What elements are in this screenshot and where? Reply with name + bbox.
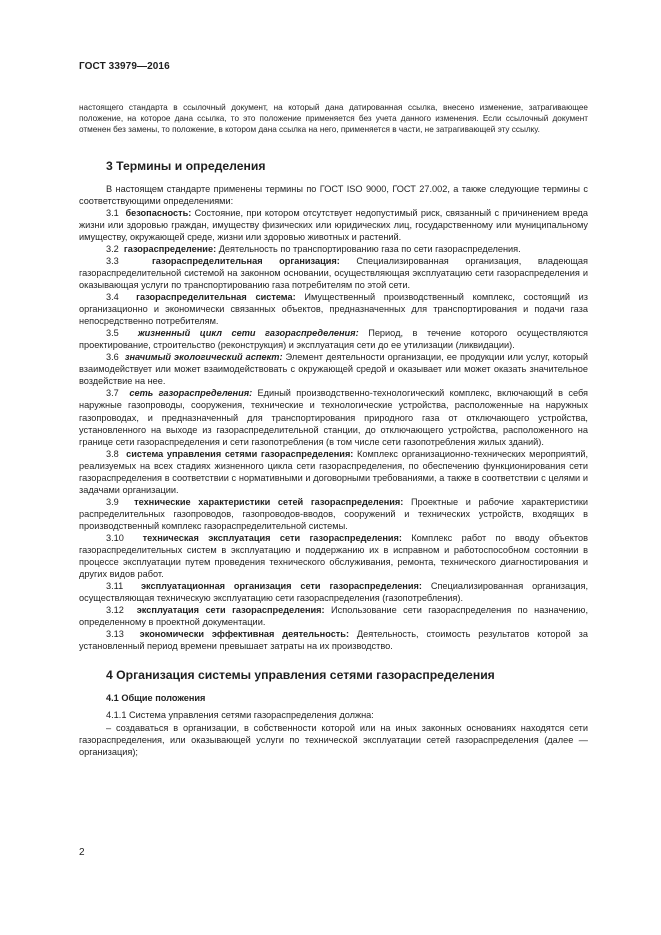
term-3-2: 3.2 газораспределение: Деятельность по транспортированию газа по сети газораспределения. xyxy=(106,243,521,254)
term-name: газораспределительная организация: xyxy=(151,255,340,266)
term-3-1: 3.1 безопасность: Состояние, при котором отсутствует недопустимый риск, связанный с причинением вреда жизни или здоровью граждан, имуществу физических или юридических лиц, государственному или муниципальному имуществу, окружающей среде, жизни или здоровью животных и растений. xyxy=(79,207,588,242)
term-name: жизненный цикл сети газораспределения: xyxy=(137,328,359,339)
term-3-5: 3.5 жизненный цикл сети газораспределения: Период, в течение которого осуществляются проектирование, строительство (реконструкция) и эксплуатация сети до ее утилизации (ликвидации). xyxy=(79,328,589,351)
term-definition: Деятельность, стоимость результатов которой за установленный период времени превышает затраты на их производство. xyxy=(79,629,588,652)
term-definition: Единый производственно-технологический комплекс, включающий в себя наружные газопроводы, сооружения, технические и технологические устройства, расположенные на наружных газопроводах, и предназначенный для транспортирования природного газа от отключающего устройства, установленного на выходе из газораспределительной станции, до отключающего устройства, расположенного на границе сети газораспределения и сети газопотребления (в том числе сети газопотребления жилых зданий). xyxy=(79,388,588,447)
term-3-13: 3.13 экономически эффективная деятельность: Деятельность, стоимость результатов которой за установленный период времени превышает затраты на их производство. xyxy=(79,629,588,652)
term-definition: Специализированная организация, владеющая газораспределительной системой на законном основании, осуществляющая эксплуатацию сети газораспределения и оказывающая услуги по транспортированию газа потребителям по этой сети. xyxy=(79,255,588,290)
term-3-6: 3.6 значимый экологический аспект: Элемент деятельности организации, ее продукции или услуг, который взаимодействует или может взаимодействовать с окружающей средой и оказывает или может оказать значительное воздействие на нее. xyxy=(79,352,589,387)
intro-paragraph: настоящего стандарта в ссылочный документ, на который дана датированная ссылка, внесено изменение, затрагивающее положение, на которое дана ссылка, то это положение применяется без учета данного изменения. Если ссылочный документ отменен без замены, то положение, в котором дана ссылка на него, применяется в части, не затрагивающей эту ссылку. xyxy=(79,103,588,135)
term-definition: Использование сети газораспределения по назначению, определенному в проектной документации. xyxy=(79,605,589,628)
section-4-title: 4 Организация системы управления сетями газораспределения xyxy=(106,668,495,683)
term-name: система управления сетями газораспределения: xyxy=(126,448,354,459)
clause-4-1-1: 4.1.1 Система управления сетями газораспределения должна: xyxy=(106,710,374,721)
term-definition: Проектные и рабочие характеристики распределительных газопроводов, газопроводов-вводов, сооружений и технических устройств, входящих в производственный комплекс газораспределительной системы. xyxy=(79,496,589,531)
term-definition: Имущественный производственный комплекс, состоящий из организационно и экономически связанных объектов, предназначенных для транспортирования и подачи газа непосредственно потребителям. xyxy=(79,292,588,327)
term-definition: Комплекс работ по вводу объектов газораспределительных систем в эксплуатацию и поддержанию их в исправном и работоспособном состоянии в процессе эксплуатации путем проведения технического обслуживания, ремонта, технического диагностирования и других видов работ. xyxy=(79,532,588,580)
section-3-title: 3 Термины и определения xyxy=(106,158,266,173)
document-code: ГОСТ 33979—2016 xyxy=(79,61,170,72)
term-name: газораспределительная система: xyxy=(136,292,296,303)
term-name: эксплуатационная организация сети газораспределения: xyxy=(140,581,422,592)
page-number: 2 xyxy=(79,847,85,858)
term-definition: Комплекс организационно-технических мероприятий, реализуемых на всех стадиях жизненного цикла сети газораспределения, по обеспечению функционирования сети газораспределения в соответствии с нормативными и договорными требованиями, а также в соответствии с целями и задачами организации. xyxy=(79,448,589,495)
term-definition: Состояние, при котором отсутствует недопустимый риск, связанный с причинением вреда жизни или здоровью граждан, имуществу физических или юридических лиц, государственному или муниципальному имуществу, окружающей среде, жизни или здоровью животных и растений. xyxy=(79,207,588,242)
list-item: – создаваться в организации, в собственности которой или на иных законных основаниях находятся сети газораспределения, или оказывающей услуги по технической эксплуатации сетей газораспределения (далее — организация); xyxy=(79,722,588,757)
term-3-8: 3.8 система управления сетями газораспределения: Комплекс организационно-технических мероприятий, реализуемых на всех стадиях жизненного цикла сети газораспределения, по обеспечению функционирования сети газораспределения в соответствии с нормативными и договорными требованиями, а также в соответствии с целями и задачами организации. xyxy=(79,448,589,495)
term-name: сеть газораспределения: xyxy=(129,388,253,399)
page-content xyxy=(79,102,588,758)
subsection-4-1-title: 4.1 Общие положения xyxy=(106,693,206,704)
term-name: эксплуатация сети газораспределения: xyxy=(136,605,325,616)
term-definition: Специализированная организация, осуществляющая техническую эксплуатацию сети газораспределения (газопотребления). xyxy=(79,581,589,604)
term-name: безопасность: xyxy=(125,207,192,218)
term-3-12: 3.12 эксплуатация сети газораспределения: Использование сети газораспределения по назначению, определенному в проектной документации. xyxy=(79,605,589,628)
term-definition: Деятельность по транспортированию газа по сети газораспределения. xyxy=(218,243,521,254)
term-definition: Период, в течение которого осуществляются проектирование, строительство (реконструкция) и эксплуатация сети до ее утилизации (ликвидации). xyxy=(79,328,589,351)
term-3-7: 3.7 сеть газораспределения: Единый производственно-технологический комплекс, включающий в себя наружные газопроводы, сооружения, технические и технологические устройства, расположенные на наружных газопроводах, и предназначенный для транспортирования природного газа от отключающего устройства, установленного на выходе из газораспределительной станции, до отключающего устройства, расположенного на границе сети газораспределения и сети газопотребления (в том числе сети газопотребления жилых зданий). xyxy=(79,388,588,447)
term-name: технические характеристики сетей газораспределения: xyxy=(134,496,404,507)
term-3-9: 3.9 технические характеристики сетей газораспределения: Проектные и рабочие характеристики распределительных газопроводов, газопроводов-вводов, сооружений и технических устройств, входящих в производственный комплекс газораспределительной системы. xyxy=(79,496,589,531)
term-definition: Элемент деятельности организации, ее продукции или услуг, который взаимодействует или может взаимодействовать с окружающей средой и оказывает или может оказать значительное воздействие на нее. xyxy=(79,352,589,387)
term-3-3: 3.3 газораспределительная организация: Специализированная организация, владеющая газораспределительной системой на законном основании, осуществляющая эксплуатацию сети газораспределения и оказывающая услуги по транспортированию газа потребителям по этой сети. xyxy=(79,255,588,290)
term-3-10: 3.10 техническая эксплуатация сети газораспределения: Комплекс работ по вводу объектов газораспределительных систем в эксплуатацию и поддержанию их в исправном и работоспособном состоянии в процессе эксплуатации путем проведения технического обслуживания, ремонта, технического диагностирования и других видов работ. xyxy=(79,532,588,580)
section-3-intro: В настоящем стандарте применены термины по ГОСТ ISO 9000, ГОСТ 27.002, а также следующие термины с соответствующими определениями: xyxy=(79,183,588,206)
term-3-4: 3.4 газораспределительная система: Имущественный производственный комплекс, состоящий из организационно и экономически связанных объектов, предназначенных для транспортирования и подачи газа непосредственно потребителям. xyxy=(79,292,588,327)
term-3-11: 3.11 эксплуатационная организация сети газораспределения: Специализированная организация, осуществляющая техническую эксплуатацию сети газораспределения (газопотребления). xyxy=(79,581,589,604)
term-name: значимый экологический аспект: xyxy=(124,352,283,363)
term-name: газораспределение: xyxy=(123,243,217,254)
term-name: техническая эксплуатация сети газораспределения: xyxy=(142,532,402,543)
term-name: экономически эффективная деятельность: xyxy=(139,629,350,640)
